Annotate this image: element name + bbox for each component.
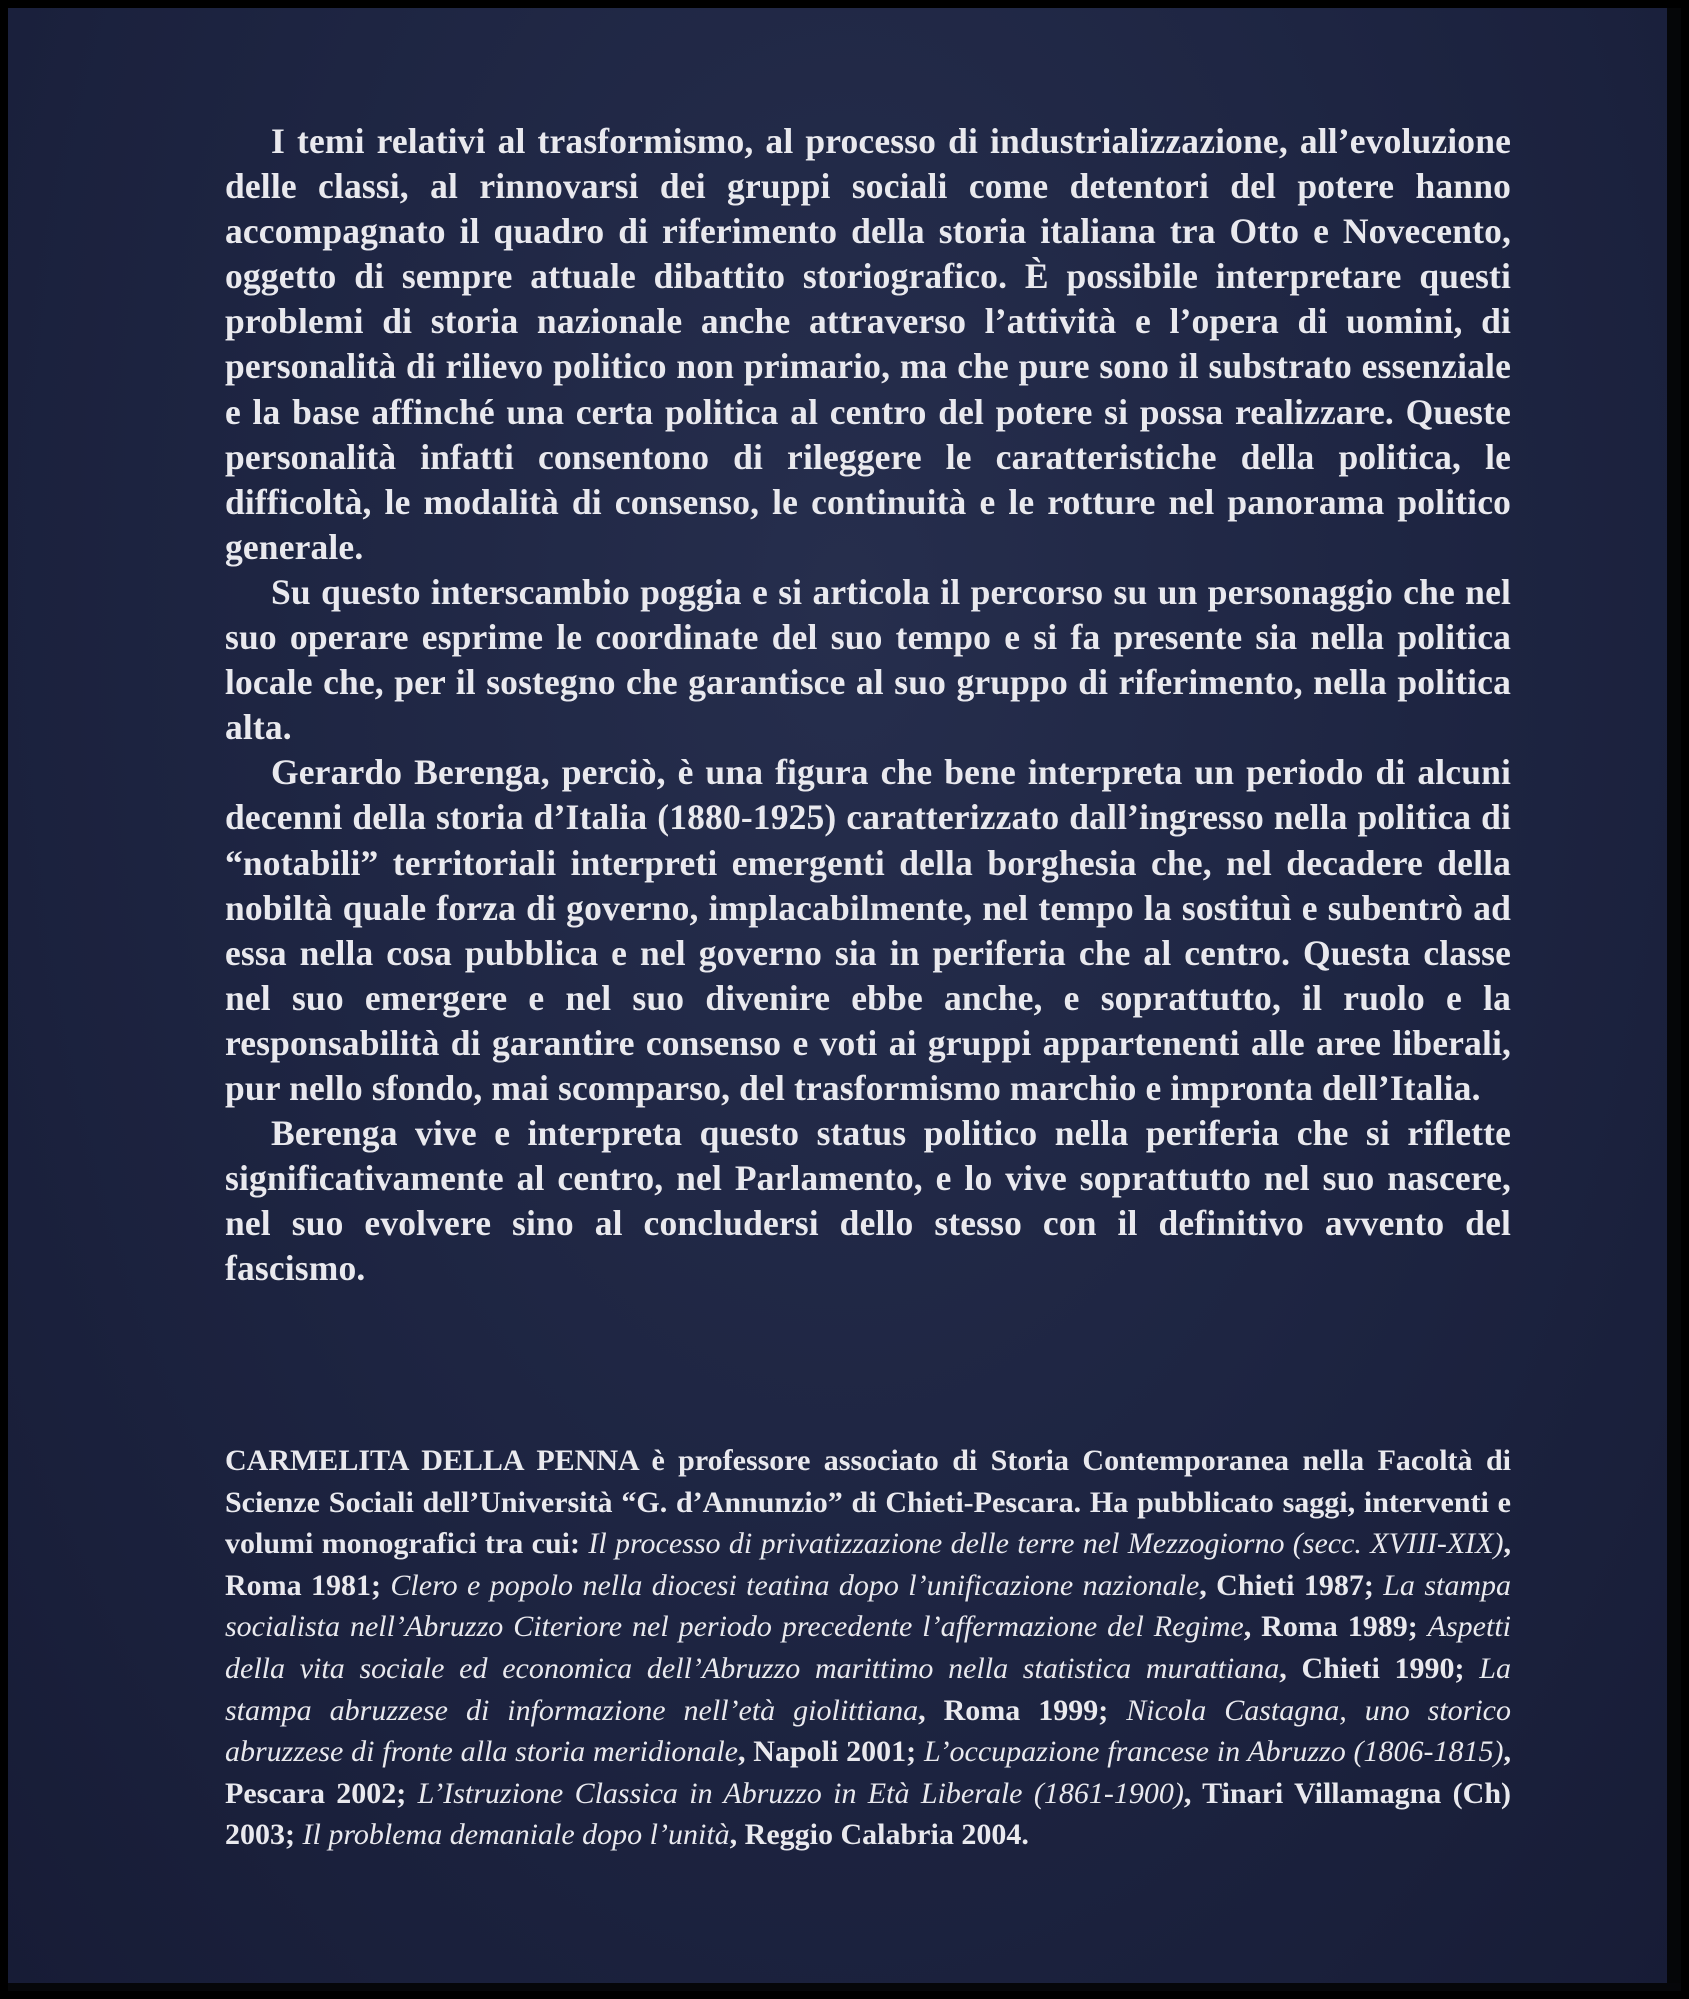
synopsis-paragraph-2: Su questo interscambio poggia e si articola il percorso su un personaggio che nel suo operare esprime le coordinate del suo tempo e si fa presente sia nella politica locale che, per il sostegno che garantisce al suo gruppo di riferimento, nella politica alta. bbox=[225, 571, 1511, 748]
bio-text: , Chieti 1990; bbox=[1279, 1651, 1480, 1685]
bio-text: , Pescara 2002; bbox=[225, 1735, 1511, 1810]
bio-text: , Roma 1981; bbox=[225, 1527, 1511, 1602]
bio-text: , Roma 1999; bbox=[918, 1693, 1127, 1727]
bio-title: Nicola Castagna, uno storico abruzzese di fronte alla storia meridionale bbox=[225, 1693, 1511, 1769]
synopsis-paragraph-4: Berenga vive e interpreta questo status politico nella periferia che si riflette significativamente al centro, nel Parlamento, e lo vive soprattutto nel suo nascere, nel suo evolvere sino al concludersi dello stesso con il definitivo avvento del fascismo. bbox=[225, 1113, 1511, 1289]
bio-title: L’Istruzione Classica in Abruzzo in Età Liberale (1861-1900) bbox=[417, 1776, 1184, 1810]
bio-title: La stampa abruzzese di informazione nell’età giolittiana bbox=[225, 1651, 1511, 1727]
bio-title: L’occupazione francese in Abruzzo (1806-1815) bbox=[923, 1735, 1504, 1769]
synopsis-paragraph-3: Gerardo Berenga, perciò, è una figura che bene interpreta un periodo di alcuni decenni della storia d’Italia (1880-1925) caratterizzato dall’ingresso nella politica di “notabili” territoriali interpreti emergenti della borghesia che, nel decadere della nobiltà quale forza di governo, implacabilmente, nel tempo la sostituì e subentrò ad essa nella cosa pubblica e nel governo sia in periferia che al centro. Questa classe nel suo emergere e nel suo divenire ebbe anche, e soprattutto, il ruolo e la responsabilità di garantire consenso e voti ai gruppi appartenenti alle aree liberali, pur nello sfondo, mai scomparso, del trasformismo marchio e impronta dell’Italia. bbox=[225, 752, 1511, 1108]
bio-text: CARMELITA DELLA PENNA è professore associato di Storia Contemporanea nella Facoltà di Scienze Sociali dell’Università “G. d’Annunzio” di Chieti-Pescara. Ha pubblicato saggi, interventi e volumi monografici tra cui: bbox=[225, 1444, 1511, 1561]
cover-edge-bottom bbox=[8, 1983, 1681, 1991]
bio-title: Aspetti della vita sociale ed economica dell’Abruzzo marittimo nella statistica murattiana bbox=[225, 1610, 1511, 1685]
author-bio-paragraph bbox=[225, 1440, 1511, 1856]
bio-text: , Napoli 2001; bbox=[737, 1735, 924, 1769]
synopsis bbox=[225, 119, 1511, 1291]
cover-edge-right bbox=[1667, 8, 1681, 1991]
bio-text: , Roma 1989; bbox=[1243, 1610, 1428, 1644]
bio-text: , Tinari Villamagna (Ch) 2003; bbox=[225, 1776, 1511, 1852]
bio-title: Il problema demaniale dopo l’unità bbox=[302, 1818, 730, 1852]
bio-title: Clero e popolo nella diocesi teatina dopo l’unificazione nazionale bbox=[390, 1568, 1200, 1602]
bio-text: , Reggio Calabria 2004. bbox=[729, 1818, 1029, 1852]
bio-text: , Chieti 1987; bbox=[1199, 1568, 1384, 1602]
bio-title: Il processo di privatizzazione delle terre nel Mezzogiorno (secc. XVIII-XIX) bbox=[588, 1527, 1504, 1561]
bio-title: La stampa socialista nell’Abruzzo Citeriore nel periodo precedente l’affermazione del Regime bbox=[225, 1568, 1511, 1644]
synopsis-paragraph-1: I temi relativi al trasformismo, al processo di industrializzazione, all’evoluzione delle classi, al rinnovarsi dei gruppi sociali come detentori del potere hanno accompagnato il quadro di riferimento della storia italiana tra Otto e Novecento, oggetto di sempre attuale dibattito storiografico. È possibile interpretare questi problemi di storia nazionale anche attraverso l’attività e l’opera di uomini, di personalità di rilievo politico non primario, ma che pure sono il substrato essenziale e la base affinché una certa politica al centro del potere si possa realizzare. Queste personalità infatti consentono di rileggere le caratteristiche della politica, le difficoltà, le modalità di consenso, le continuità e le rotture nel panorama politico generale. bbox=[225, 121, 1511, 567]
author-bio bbox=[225, 1440, 1511, 1856]
